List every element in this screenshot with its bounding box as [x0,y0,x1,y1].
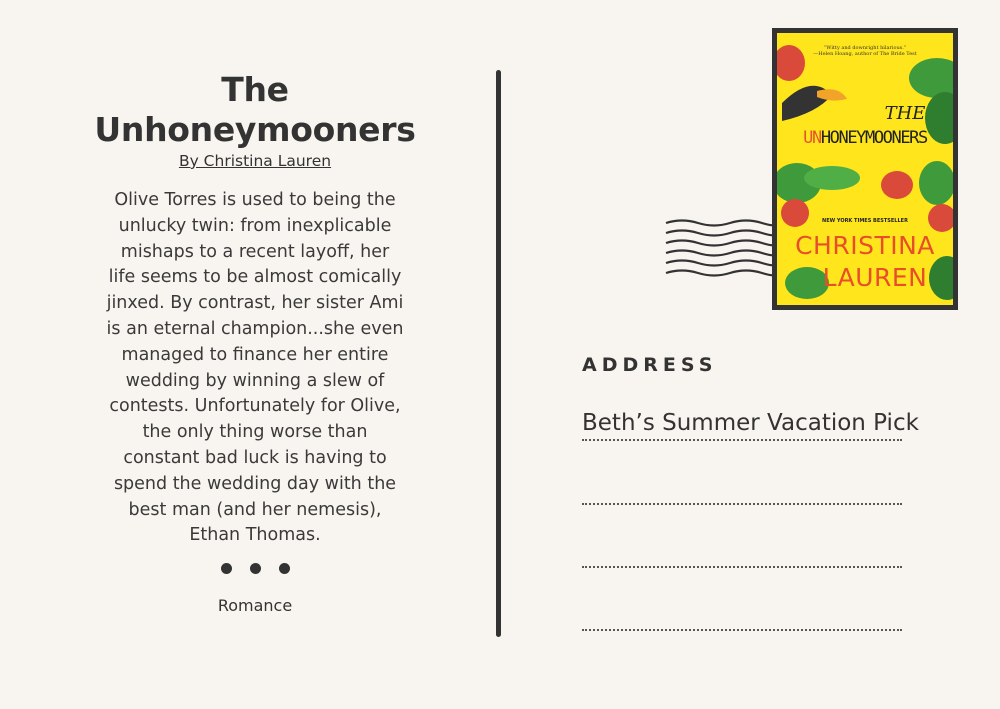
dot [221,563,232,574]
address-label: ADDRESS [582,354,718,376]
cover-author-first: CHRISTINA [795,231,935,260]
dot [250,563,261,574]
book-info [60,70,450,615]
address-line-3 [582,535,902,568]
dot [279,563,290,574]
book-cover-stamp [772,28,958,310]
address-line-text [582,598,902,629]
address-line-4 [582,598,902,631]
three-dots-icon [60,563,450,574]
address-line-text [582,472,902,503]
address-line-text: Beth’s Summer Vacation Pick [582,410,919,436]
address-line-text [582,535,902,566]
cover-title [777,128,953,148]
cover-title-prefix: UN [803,128,821,148]
cover-quote-line: —Helen Hoang, author of The Bride Test [813,51,917,57]
postmark-waves-icon [664,215,784,285]
book-description: Olive Torres is used to being the unlucky twin: from inexplicable mishaps to a recent layoff, her life seems to be almost comically jinxed. By contrast, her sister Ami is an eternal champion...she even managed to finance her entire wedding by winning a slew of contests. Unfortunately for Olive, the only thing worse than constant bad luck is having to spend the wedding day with the best man (and her nemesis), Ethan Thomas. [106,190,404,546]
genre-label: Romance [217,596,293,616]
postcard-divider [496,70,501,637]
book-title: The Unhoneymooners [94,70,416,149]
address-line-2 [582,472,902,505]
author-link[interactable]: By Christina Lauren [178,152,332,170]
cover-the: THE [884,103,926,124]
cover-title-rest: HONEYMOONERS [820,128,927,148]
cover-quote-line: “Witty and downright hilarious.” [823,45,907,51]
cover-nyt: NEW YORK TIMES BESTSELLER [822,218,908,224]
cover-author-last: LAUREN [822,263,928,292]
address-line-1 [582,408,919,441]
cover-quote [777,45,953,57]
